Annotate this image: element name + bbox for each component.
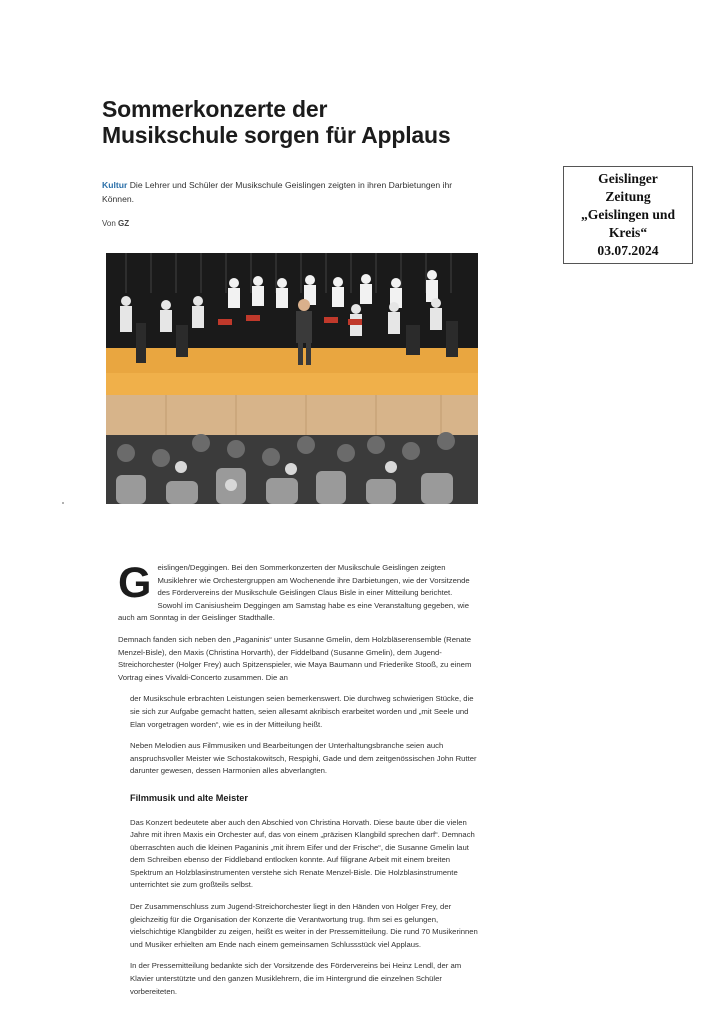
category-label: Kultur (102, 180, 128, 190)
byline-author: GZ (118, 219, 130, 228)
paragraph-6: Der Zusammenschluss zum Jugend-Streichorchester liegt in den Händen von Holger Frey, der gleichzeitig für die Organisation der Konzerte die Verantwortung trug. Ihm sei es gelungen, vielschichtige Klangbilder zu zeigen, heißt es weiter in der Pressemitteilung. Die rund 70 Musikerinnen und Musiker erhielten am Ende nach einem gemeinsamen Schlussstück viel Applaus. (130, 902, 478, 949)
article-teaser (102, 178, 462, 206)
paragraph-2: Demnach fanden sich neben den „Paganinis“ unter Susanne Gmelin, dem Holzbläserensemble (Renate Menzel-Bisle), den Maxis (Christina Horvarth), der Fiddelband (Susanne Gmelin), dem Jugend-Streichorchester (Holger Frey) auch Spitzenspieler, wie Maya Baumann und Friederike Stooß, zu einem Vortrag eines Vivaldi-Concerto zusammen. Die an (118, 634, 472, 682)
paragraph-7: In der Pressemitteilung bedankte sich der Vorsitzende des Fördervereins bei Heinz Lendl, der am Klavier unterstützte und den ganzen Musiklehrern, die im Hintergrund die einzelnen Schüler vorbereiteten. (130, 961, 462, 996)
source-stamp (563, 166, 693, 264)
concert-photo-illustration (106, 253, 478, 504)
paragraph-1-text: eislingen/Deggingen. Bei den Sommerkonzerten der Musikschule Geislingen zeigten Musiklehrer wie Orchestergruppen am Wochenende ihre Darbietungen, wie der Vorsitzende des Fördervereins der Musikschule Geislingen Claus Bisle in einer Mitteilung berichtet. Sowohl im Canisiusheim Deggingen am Samstag habe es eine Veranstaltung gegeben, wie auch am Sonntag in der Geislinger Stadthalle. (118, 563, 470, 623)
headline-line-2: Musikschule sorgen für Applaus (102, 122, 451, 148)
article-body (118, 559, 478, 1007)
stamp-line-3: „Geislingen und (580, 207, 676, 222)
headline-line-1: Sommerkonzerte der (102, 96, 328, 122)
scan-dot (62, 502, 64, 504)
byline (102, 219, 129, 228)
paragraph-5: Das Konzert bedeutete aber auch den Abschied von Christina Horvath. Diese baute über die vielen Jahre mit ihren Maxis ein Orchester auf, das von einem „präzisen Klangbild sprechen darf“. Demnach überraschten auch die kleinen Paganinis „mit ihrem Eifer und der Frische“, die Susanne Gmelin laut dem Schreiben ebenso der Fiddleband entlocken konnte. Auf filigrane Arbeit mit einem breiten Spektrum an Holzblasinstrumenten verstehe sich Renate Menzel-Bisle. Die Holzblasinstrumente unterrichtet sie zum großteils selbst. (130, 817, 475, 890)
paragraph-3: der Musikschule erbrachten Leistungen seien bemerkenswert. Die durchweg schwierigen Stücke, die sie sich zur Aufgabe gemacht hatten, seien allesamt akribisch erarbeitet worden und „mit Seele und Elan vorgetragen worden“, wie es in der Mitteilung heißt. (130, 694, 474, 729)
byline-prefix: Von (102, 219, 116, 228)
stamp-line-2: Zeitung (605, 189, 651, 204)
concert-photo (106, 253, 478, 504)
article-headline (102, 96, 502, 148)
teaser-text: Die Lehrer und Schüler der Musikschule Geislingen zeigten in ihren Darbietungen ihr Können. (102, 180, 453, 204)
drop-cap: G (118, 559, 152, 607)
stamp-line-4: Kreis“ (608, 225, 648, 240)
stamp-line-5: 03.07.2024 (597, 243, 659, 258)
paragraph-1 (118, 559, 478, 625)
subheading: Filmmusik und alte Meister (130, 792, 248, 803)
paragraph-4: Neben Melodien aus Filmmusiken und Bearbeitungen der Unterhaltungsbranche seien auch anspruchsvoller Meister wie Schostakowitsch, Respighi, Gade und dem zeitgenössischen John Rutter darunter gewesen, dessen Harmonien alles abverlangten. (130, 741, 477, 776)
stamp-line-1: Geislinger (598, 171, 658, 186)
